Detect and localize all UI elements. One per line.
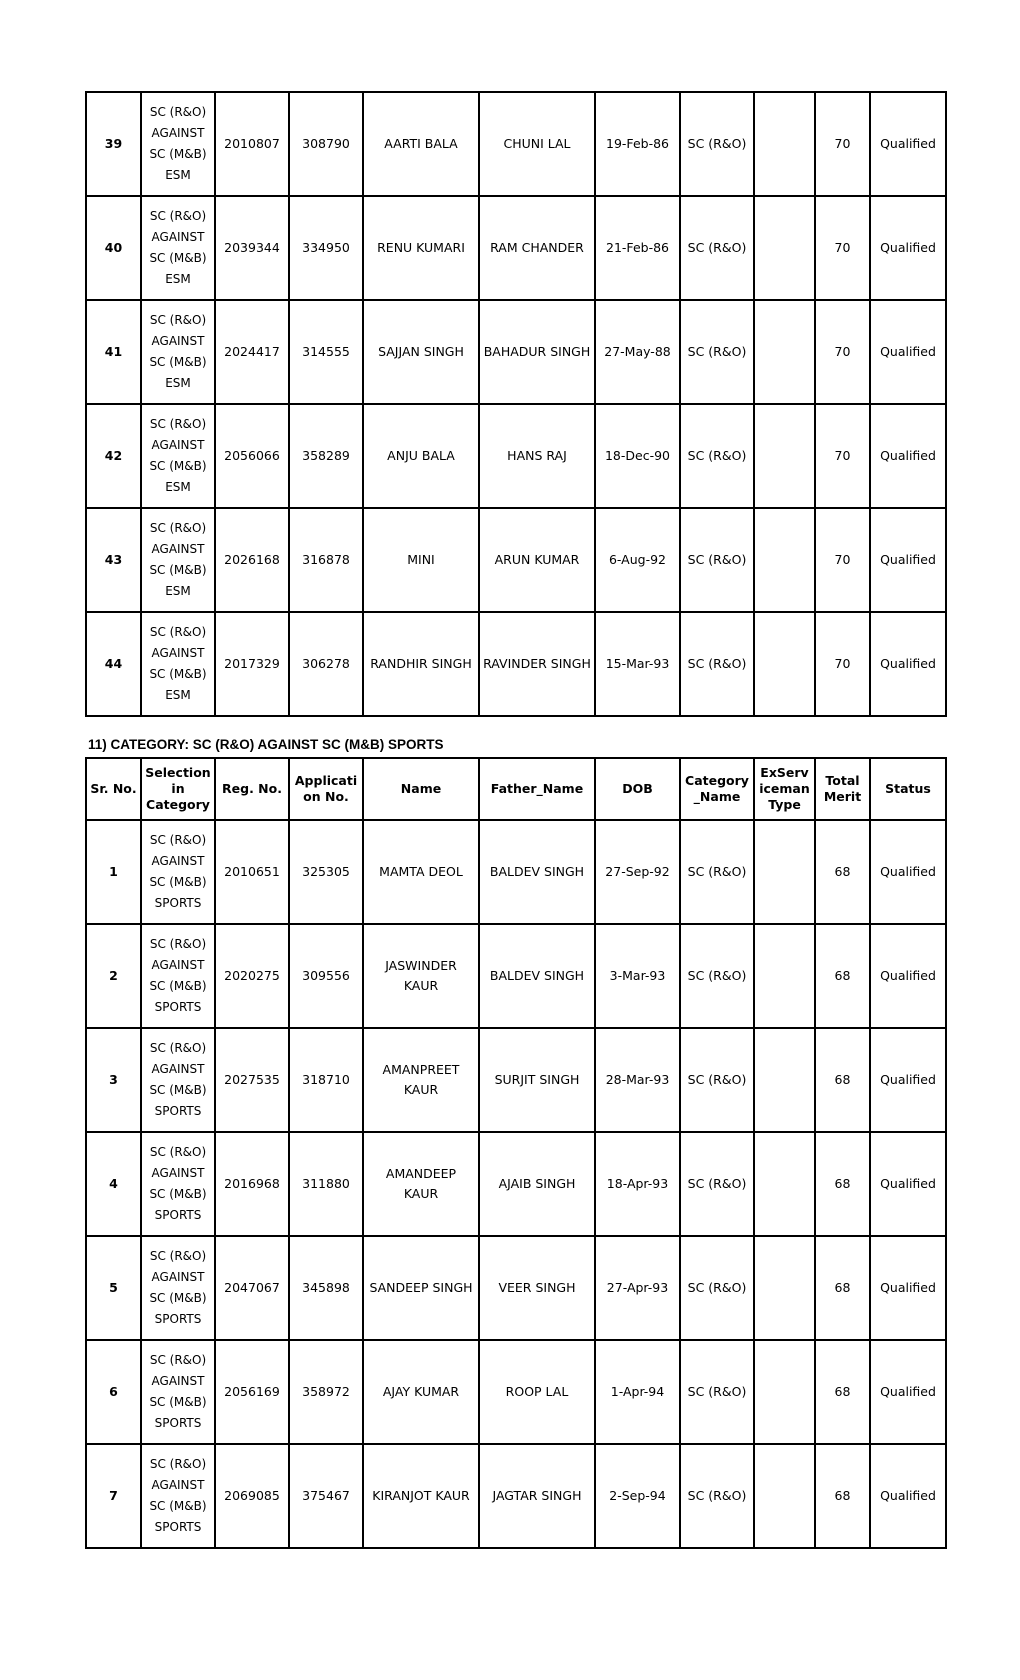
cell-exserviceman-type xyxy=(754,1444,815,1548)
cell-status: Qualified xyxy=(870,1236,946,1340)
cell-reg-no: 2016968 xyxy=(215,1132,289,1236)
cell-reg-no: 2010807 xyxy=(215,92,289,196)
table-row xyxy=(86,404,946,508)
selection-line: AGAINST xyxy=(151,334,205,348)
selection-line: SC (M&B) xyxy=(149,147,207,161)
cell-name: RENU KUMARI xyxy=(363,196,479,300)
cell-selection-category xyxy=(141,924,215,1028)
cell-father-name: SURJIT SINGH xyxy=(479,1028,595,1132)
selection-line: SPORTS xyxy=(154,896,202,910)
selection-line: ESM xyxy=(165,480,191,494)
cell-status: Qualified xyxy=(870,1028,946,1132)
header-application-no: Applicati on No. xyxy=(289,758,363,820)
cell-selection-category xyxy=(141,612,215,716)
cell-category-name: SC (R&O) xyxy=(680,1444,754,1548)
cell-exserviceman-type xyxy=(754,820,815,924)
cell-category-name: SC (R&O) xyxy=(680,92,754,196)
cell-exserviceman-type xyxy=(754,508,815,612)
cell-reg-no: 2017329 xyxy=(215,612,289,716)
cell-sr-no: 5 xyxy=(86,1236,141,1340)
selection-line: SC (M&B) xyxy=(149,667,207,681)
cell-application-no: 314555 xyxy=(289,300,363,404)
selection-line: AGAINST xyxy=(151,958,205,972)
selection-line: AGAINST xyxy=(151,854,205,868)
cell-reg-no: 2069085 xyxy=(215,1444,289,1548)
selection-line: AGAINST xyxy=(151,1166,205,1180)
selection-line: SC (M&B) xyxy=(149,251,207,265)
results-table-continued xyxy=(85,91,947,717)
cell-total-merit: 70 xyxy=(815,196,870,300)
selection-line: SPORTS xyxy=(154,1000,202,1014)
cell-father-name: VEER SINGH xyxy=(479,1236,595,1340)
section-heading: 11) CATEGORY: SC (R&O) AGAINST SC (M&B) SPORTS xyxy=(88,737,444,752)
selection-line: SC (M&B) xyxy=(149,875,207,889)
selection-line: SC (R&O) xyxy=(149,1145,207,1159)
cell-exserviceman-type xyxy=(754,612,815,716)
cell-name: AMANDEEP KAUR xyxy=(363,1132,479,1236)
cell-total-merit: 70 xyxy=(815,404,870,508)
cell-exserviceman-type xyxy=(754,300,815,404)
cell-father-name: HANS RAJ xyxy=(479,404,595,508)
table-row xyxy=(86,612,946,716)
cell-application-no: 306278 xyxy=(289,612,363,716)
selection-line: SPORTS xyxy=(154,1312,202,1326)
cell-category-name: SC (R&O) xyxy=(680,1340,754,1444)
selection-line: ESM xyxy=(165,272,191,286)
selection-line: AGAINST xyxy=(151,646,205,660)
selection-line: SC (M&B) xyxy=(149,1499,207,1513)
selection-line: SC (R&O) xyxy=(149,209,207,223)
cell-dob: 1-Apr-94 xyxy=(595,1340,680,1444)
cell-sr-no: 4 xyxy=(86,1132,141,1236)
cell-application-no: 358972 xyxy=(289,1340,363,1444)
cell-category-name: SC (R&O) xyxy=(680,1132,754,1236)
cell-father-name: ROOP LAL xyxy=(479,1340,595,1444)
selection-line: AGAINST xyxy=(151,1374,205,1388)
cell-name: ANJU BALA xyxy=(363,404,479,508)
selection-line: AGAINST xyxy=(151,230,205,244)
cell-application-no: 325305 xyxy=(289,820,363,924)
table-row xyxy=(86,1236,946,1340)
cell-father-name: BALDEV SINGH xyxy=(479,820,595,924)
cell-selection-category xyxy=(141,820,215,924)
cell-sr-no: 7 xyxy=(86,1444,141,1548)
cell-sr-no: 39 xyxy=(86,92,141,196)
header-reg-no: Reg. No. xyxy=(215,758,289,820)
selection-line: AGAINST xyxy=(151,126,205,140)
cell-reg-no: 2056169 xyxy=(215,1340,289,1444)
cell-status: Qualified xyxy=(870,924,946,1028)
table-row xyxy=(86,300,946,404)
cell-father-name: JAGTAR SINGH xyxy=(479,1444,595,1548)
selection-line: ESM xyxy=(165,168,191,182)
cell-sr-no: 41 xyxy=(86,300,141,404)
cell-dob: 27-Sep-92 xyxy=(595,820,680,924)
selection-line: SC (R&O) xyxy=(149,1249,207,1263)
cell-sr-no: 2 xyxy=(86,924,141,1028)
cell-father-name: BAHADUR SINGH xyxy=(479,300,595,404)
header-category-name: Category _Name xyxy=(680,758,754,820)
cell-exserviceman-type xyxy=(754,404,815,508)
cell-father-name: BALDEV SINGH xyxy=(479,924,595,1028)
cell-status: Qualified xyxy=(870,404,946,508)
cell-selection-category xyxy=(141,1028,215,1132)
cell-status: Qualified xyxy=(870,1444,946,1548)
cell-status: Qualified xyxy=(870,196,946,300)
table-row xyxy=(86,1028,946,1132)
selection-line: SC (M&B) xyxy=(149,1291,207,1305)
selection-line: SC (R&O) xyxy=(149,521,207,535)
table-row xyxy=(86,1444,946,1548)
selection-line: SC (M&B) xyxy=(149,459,207,473)
selection-line: AGAINST xyxy=(151,438,205,452)
cell-father-name: RAM CHANDER xyxy=(479,196,595,300)
results-table-sports xyxy=(85,757,947,1549)
selection-line: SC (M&B) xyxy=(149,1395,207,1409)
cell-application-no: 358289 xyxy=(289,404,363,508)
cell-sr-no: 6 xyxy=(86,1340,141,1444)
cell-selection-category xyxy=(141,92,215,196)
cell-category-name: SC (R&O) xyxy=(680,612,754,716)
cell-selection-category xyxy=(141,196,215,300)
cell-category-name: SC (R&O) xyxy=(680,1028,754,1132)
cell-name: MINI xyxy=(363,508,479,612)
selection-line: SPORTS xyxy=(154,1208,202,1222)
cell-dob: 3-Mar-93 xyxy=(595,924,680,1028)
selection-line: SC (R&O) xyxy=(149,105,207,119)
cell-category-name: SC (R&O) xyxy=(680,508,754,612)
cell-reg-no: 2047067 xyxy=(215,1236,289,1340)
header-selection-in-category: Selection in Category xyxy=(141,758,215,820)
cell-total-merit: 68 xyxy=(815,1028,870,1132)
cell-sr-no: 40 xyxy=(86,196,141,300)
cell-status: Qualified xyxy=(870,1340,946,1444)
cell-selection-category xyxy=(141,1132,215,1236)
cell-reg-no: 2039344 xyxy=(215,196,289,300)
header-name: Name xyxy=(363,758,479,820)
table-row xyxy=(86,508,946,612)
cell-exserviceman-type xyxy=(754,92,815,196)
header-exserviceman-type: ExServ iceman Type xyxy=(754,758,815,820)
selection-line: SPORTS xyxy=(154,1416,202,1430)
table-row xyxy=(86,820,946,924)
cell-dob: 15-Mar-93 xyxy=(595,612,680,716)
cell-total-merit: 68 xyxy=(815,1340,870,1444)
table-header-row xyxy=(86,758,946,820)
cell-total-merit: 70 xyxy=(815,612,870,716)
cell-application-no: 334950 xyxy=(289,196,363,300)
cell-total-merit: 68 xyxy=(815,820,870,924)
cell-name: AJAY KUMAR xyxy=(363,1340,479,1444)
header-total-merit: Total Merit xyxy=(815,758,870,820)
cell-name: SANDEEP SINGH xyxy=(363,1236,479,1340)
header-sr-no: Sr. No. xyxy=(86,758,141,820)
cell-category-name: SC (R&O) xyxy=(680,820,754,924)
cell-application-no: 316878 xyxy=(289,508,363,612)
cell-reg-no: 2010651 xyxy=(215,820,289,924)
cell-category-name: SC (R&O) xyxy=(680,196,754,300)
table-row xyxy=(86,924,946,1028)
selection-line: AGAINST xyxy=(151,1062,205,1076)
cell-application-no: 345898 xyxy=(289,1236,363,1340)
selection-line: AGAINST xyxy=(151,1478,205,1492)
cell-exserviceman-type xyxy=(754,1236,815,1340)
cell-father-name: RAVINDER SINGH xyxy=(479,612,595,716)
cell-status: Qualified xyxy=(870,92,946,196)
cell-application-no: 318710 xyxy=(289,1028,363,1132)
cell-total-merit: 70 xyxy=(815,300,870,404)
cell-selection-category xyxy=(141,1444,215,1548)
cell-selection-category xyxy=(141,508,215,612)
cell-reg-no: 2027535 xyxy=(215,1028,289,1132)
cell-category-name: SC (R&O) xyxy=(680,300,754,404)
cell-sr-no: 3 xyxy=(86,1028,141,1132)
cell-category-name: SC (R&O) xyxy=(680,404,754,508)
selection-line: SC (R&O) xyxy=(149,417,207,431)
selection-line: SC (M&B) xyxy=(149,1083,207,1097)
selection-line: SC (M&B) xyxy=(149,979,207,993)
cell-dob: 28-Mar-93 xyxy=(595,1028,680,1132)
cell-total-merit: 68 xyxy=(815,1444,870,1548)
cell-selection-category xyxy=(141,404,215,508)
cell-name: AMANPREET KAUR xyxy=(363,1028,479,1132)
header-dob: DOB xyxy=(595,758,680,820)
cell-name: KIRANJOT KAUR xyxy=(363,1444,479,1548)
cell-father-name: AJAIB SINGH xyxy=(479,1132,595,1236)
cell-status: Qualified xyxy=(870,1132,946,1236)
table-row xyxy=(86,92,946,196)
selection-line: SC (R&O) xyxy=(149,1353,207,1367)
cell-sr-no: 43 xyxy=(86,508,141,612)
cell-name: JASWINDER KAUR xyxy=(363,924,479,1028)
cell-name: AARTI BALA xyxy=(363,92,479,196)
cell-selection-category xyxy=(141,1340,215,1444)
cell-application-no: 375467 xyxy=(289,1444,363,1548)
cell-status: Qualified xyxy=(870,612,946,716)
cell-reg-no: 2056066 xyxy=(215,404,289,508)
cell-sr-no: 1 xyxy=(86,820,141,924)
cell-total-merit: 70 xyxy=(815,508,870,612)
selection-line: SC (R&O) xyxy=(149,625,207,639)
cell-exserviceman-type xyxy=(754,1340,815,1444)
selection-line: SC (M&B) xyxy=(149,1187,207,1201)
cell-status: Qualified xyxy=(870,300,946,404)
cell-exserviceman-type xyxy=(754,924,815,1028)
selection-line: ESM xyxy=(165,688,191,702)
cell-category-name: SC (R&O) xyxy=(680,924,754,1028)
cell-status: Qualified xyxy=(870,820,946,924)
cell-selection-category xyxy=(141,1236,215,1340)
cell-sr-no: 44 xyxy=(86,612,141,716)
cell-reg-no: 2026168 xyxy=(215,508,289,612)
header-father-name: Father_Name xyxy=(479,758,595,820)
cell-application-no: 311880 xyxy=(289,1132,363,1236)
cell-exserviceman-type xyxy=(754,196,815,300)
cell-name: MAMTA DEOL xyxy=(363,820,479,924)
cell-dob: 18-Apr-93 xyxy=(595,1132,680,1236)
cell-reg-no: 2024417 xyxy=(215,300,289,404)
cell-application-no: 308790 xyxy=(289,92,363,196)
cell-total-merit: 70 xyxy=(815,92,870,196)
header-status: Status xyxy=(870,758,946,820)
cell-dob: 6-Aug-92 xyxy=(595,508,680,612)
selection-line: SC (R&O) xyxy=(149,1457,207,1471)
table-row xyxy=(86,196,946,300)
selection-line: SPORTS xyxy=(154,1520,202,1534)
cell-total-merit: 68 xyxy=(815,924,870,1028)
cell-dob: 27-May-88 xyxy=(595,300,680,404)
cell-dob: 19-Feb-86 xyxy=(595,92,680,196)
selection-line: AGAINST xyxy=(151,1270,205,1284)
cell-category-name: SC (R&O) xyxy=(680,1236,754,1340)
cell-reg-no: 2020275 xyxy=(215,924,289,1028)
table-row xyxy=(86,1340,946,1444)
cell-father-name: ARUN KUMAR xyxy=(479,508,595,612)
selection-line: ESM xyxy=(165,584,191,598)
cell-exserviceman-type xyxy=(754,1028,815,1132)
cell-status: Qualified xyxy=(870,508,946,612)
selection-line: SC (R&O) xyxy=(149,1041,207,1055)
selection-line: SC (R&O) xyxy=(149,313,207,327)
cell-father-name: CHUNI LAL xyxy=(479,92,595,196)
cell-total-merit: 68 xyxy=(815,1236,870,1340)
cell-sr-no: 42 xyxy=(86,404,141,508)
cell-exserviceman-type xyxy=(754,1132,815,1236)
cell-dob: 2-Sep-94 xyxy=(595,1444,680,1548)
cell-name: SAJJAN SINGH xyxy=(363,300,479,404)
selection-line: ESM xyxy=(165,376,191,390)
selection-line: SC (M&B) xyxy=(149,563,207,577)
selection-line: SC (M&B) xyxy=(149,355,207,369)
selection-line: SC (R&O) xyxy=(149,937,207,951)
selection-line: SC (R&O) xyxy=(149,833,207,847)
cell-total-merit: 68 xyxy=(815,1132,870,1236)
cell-dob: 27-Apr-93 xyxy=(595,1236,680,1340)
table-row xyxy=(86,1132,946,1236)
cell-name: RANDHIR SINGH xyxy=(363,612,479,716)
cell-application-no: 309556 xyxy=(289,924,363,1028)
cell-selection-category xyxy=(141,300,215,404)
cell-dob: 21-Feb-86 xyxy=(595,196,680,300)
cell-dob: 18-Dec-90 xyxy=(595,404,680,508)
selection-line: SPORTS xyxy=(154,1104,202,1118)
selection-line: AGAINST xyxy=(151,542,205,556)
